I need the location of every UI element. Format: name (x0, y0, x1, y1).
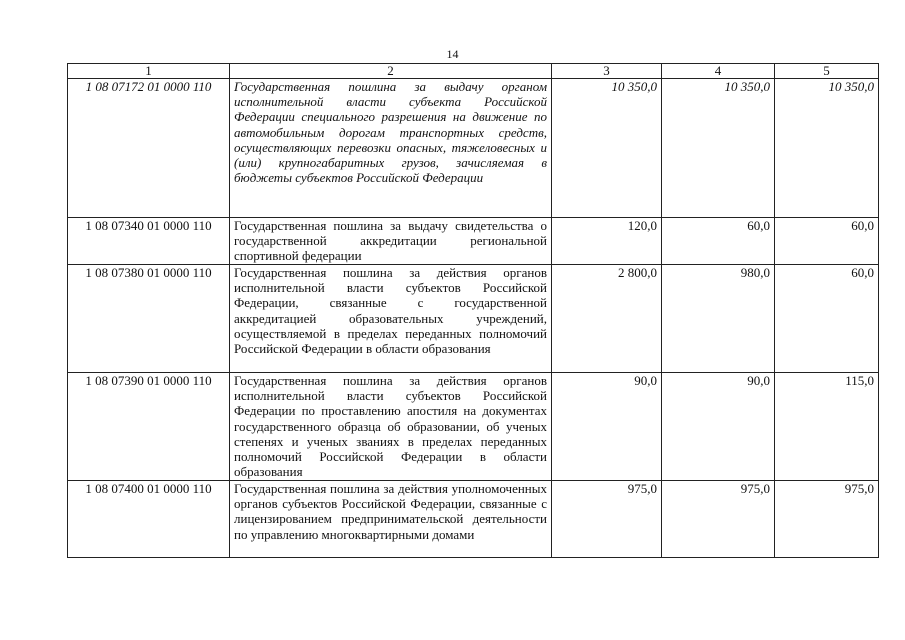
table-row (68, 265, 879, 373)
value-col5: 975,0 (775, 481, 879, 558)
row-description: Государственная пошлина за выдачу свидетельства о государственной аккредитации региональной спортивной федерации (230, 218, 552, 265)
budget-code: 1 08 07380 01 0000 110 (68, 265, 230, 373)
budget-code: 1 08 07340 01 0000 110 (68, 218, 230, 265)
column-header-2: 2 (230, 64, 552, 79)
value-col3: 975,0 (552, 481, 662, 558)
value-col5: 115,0 (775, 373, 879, 481)
budget-code: 1 08 07400 01 0000 110 (68, 481, 230, 558)
budget-code: 1 08 07172 01 0000 110 (68, 79, 230, 218)
revenue-table (67, 63, 879, 558)
table-row (68, 481, 879, 558)
value-col3: 2 800,0 (552, 265, 662, 373)
value-col4: 10 350,0 (662, 79, 775, 218)
value-col4: 980,0 (662, 265, 775, 373)
value-col5: 60,0 (775, 265, 879, 373)
value-col3: 90,0 (552, 373, 662, 481)
table-header-row (68, 64, 879, 79)
value-col4: 60,0 (662, 218, 775, 265)
value-col3: 120,0 (552, 218, 662, 265)
page-number: 14 (446, 47, 459, 61)
value-col5: 10 350,0 (775, 79, 879, 218)
value-col4: 90,0 (662, 373, 775, 481)
table-row (68, 373, 879, 481)
table-row (68, 218, 879, 265)
budget-code: 1 08 07390 01 0000 110 (68, 373, 230, 481)
column-header-1: 1 (68, 64, 230, 79)
column-header-4: 4 (662, 64, 775, 79)
value-col4: 975,0 (662, 481, 775, 558)
column-header-5: 5 (775, 64, 879, 79)
table-row (68, 79, 879, 218)
value-col5: 60,0 (775, 218, 879, 265)
row-description: Государственная пошлина за действия органов исполнительной власти субъектов Российской Федерации, связанные с государственной аккредитацией образовательных учреждений, осуществляемой в пределах переданных полномочий Российской Федерации в области образования (230, 265, 552, 373)
row-description: Государственная пошлина за действия органов исполнительной власти субъектов Российской Федерации по проставлению апостиля на документах государственного образца об образовании, об ученых степенях и ученых званиях в пределах переданных полномочий Российской Федерации в области образования (230, 373, 552, 481)
row-description: Государственная пошлина за выдачу органом исполнительной власти субъекта Российской Федерации специального разрешения на движение по автомобильным дорогам транспортных средств, осуществляющих перевозки опасных, тяжеловесных и (или) крупногабаритных грузов, зачисляемая в бюджеты субъектов Российской Федерации (230, 79, 552, 218)
row-description: Государственная пошлина за действия уполномоченных органов субъектов Российской Федерации, связанные с лицензированием предпринимательской деятельности по управлению многоквартирными домами (230, 481, 552, 558)
column-header-3: 3 (552, 64, 662, 79)
value-col3: 10 350,0 (552, 79, 662, 218)
